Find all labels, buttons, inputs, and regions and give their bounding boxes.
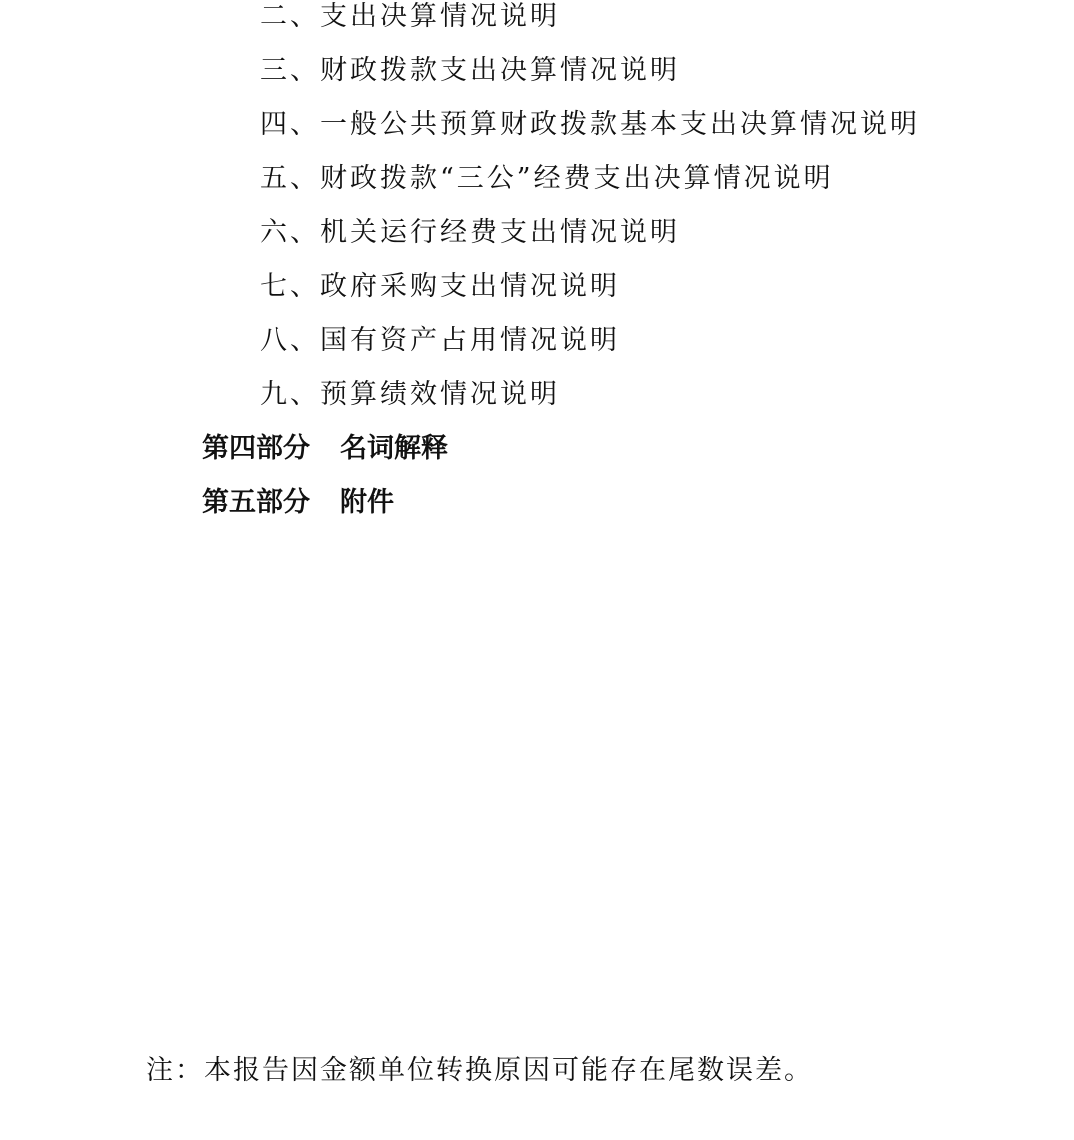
toc-part-title: 附件 <box>340 487 394 518</box>
toc-item-4: 四、一般公共预算财政拨款基本支出决算情况说明 <box>260 109 920 140</box>
toc-item-3: 三、财政拨款支出决算情况说明 <box>260 55 680 86</box>
footnote: 注：本报告因金额单位转换原因可能存在尾数误差。 <box>146 1055 813 1086</box>
toc-item-7: 七、政府采购支出情况说明 <box>260 271 620 302</box>
toc-item-8: 八、国有资产占用情况说明 <box>260 325 620 356</box>
toc-part-label: 第四部分 <box>202 433 310 464</box>
toc-part-4 <box>202 432 448 466</box>
toc-item-9: 九、预算绩效情况说明 <box>260 379 560 410</box>
toc-item-2: 二、支出决算情况说明 <box>260 1 560 32</box>
toc-part-5 <box>202 486 394 520</box>
toc-part-title: 名词解释 <box>340 433 448 464</box>
toc-part-label: 第五部分 <box>202 487 310 518</box>
toc-item-5: 五、财政拨款“三公”经费支出决算情况说明 <box>260 163 834 194</box>
toc-item-6: 六、机关运行经费支出情况说明 <box>260 217 680 248</box>
